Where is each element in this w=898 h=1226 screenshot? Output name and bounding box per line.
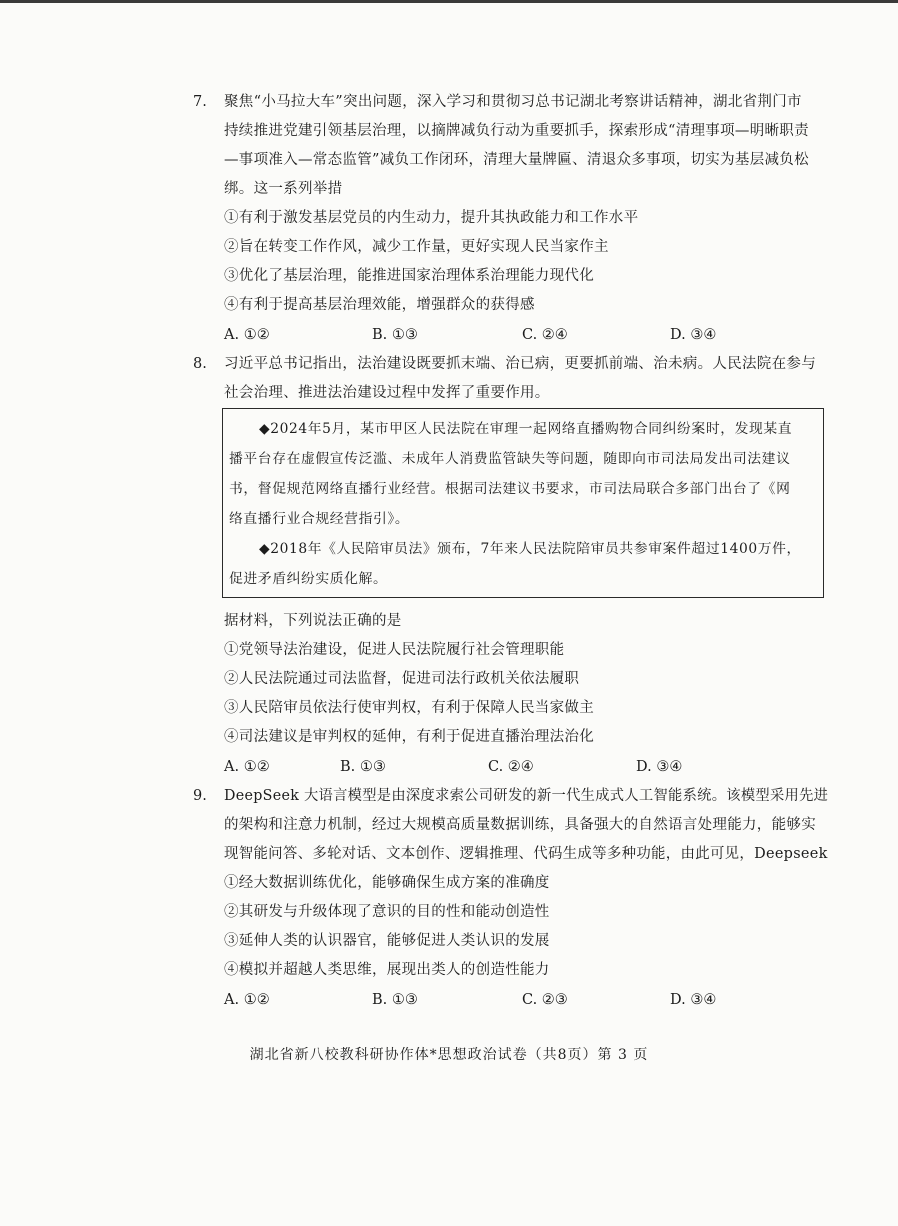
- question-prompt: 据材料，下列说法正确的是: [224, 613, 402, 629]
- option-b: B. ①③: [372, 327, 418, 343]
- material-line: 播平台存在虚假宣传泛滥、未成年人消费监管缺失等问题，随即向市司法局发出司法建议: [229, 451, 791, 467]
- option-b: B. ①③: [340, 759, 386, 775]
- stem-line: 聚焦“小马拉大车”突出问题，深入学习和贯彻习总书记湖北考察讲话精神，湖北省荆门市: [224, 94, 802, 110]
- stem-line: 现智能问答、多轮对话、文本创作、逻辑推理、代码生成等多种功能，由此可见，Deepseek: [224, 846, 828, 862]
- question-number: 9.: [193, 788, 207, 804]
- material-line: 络直播行业合规经营指引》。: [229, 511, 410, 527]
- statement-3: ③延伸人类的认识器官，能够促进人类认识的发展: [224, 933, 550, 949]
- statement-2: ②人民法院通过司法监督，促进司法行政机关依法履职: [224, 671, 580, 687]
- option-d: D. ③④: [670, 327, 717, 343]
- question-number: 8.: [193, 356, 207, 372]
- option-c: C. ②④: [488, 759, 534, 775]
- stem-line: 社会治理、推进法治建设过程中发挥了重要作用。: [224, 385, 550, 401]
- statement-4: ④模拟并超越人类思维，展现出类人的创造性能力: [224, 962, 550, 978]
- material-line: 促进矛盾纠纷实质化解。: [229, 571, 388, 587]
- option-b: B. ①③: [372, 992, 418, 1008]
- option-d: D. ③④: [670, 992, 717, 1008]
- option-a: A. ①②: [224, 759, 270, 775]
- option-a: A. ①②: [224, 992, 270, 1008]
- option-c: C. ②③: [522, 992, 568, 1008]
- page-footer: 湖北省新八校教科研协作体*思想政治试卷（共8页）第 3 页: [249, 1047, 649, 1063]
- option-d: D. ③④: [636, 759, 683, 775]
- stem-line: 习近平总书记指出，法治建设既要抓末端、治已病，更要抓前端、治未病。人民法院在参与: [224, 356, 816, 372]
- statement-1: ①有利于激发基层党员的内生动力，提升其执政能力和工作水平: [224, 210, 639, 226]
- material-line: ◆2018年《人民陪审员法》颁布，7年来人民法院陪审员共参审案件超过1400万件，: [259, 541, 801, 557]
- stem-line: DeepSeek 大语言模型是由深度求索公司研发的新一代生成式人工智能系统。该模型采用先进: [224, 788, 829, 804]
- statement-1: ①经大数据训练优化，能够确保生成方案的准确度: [224, 875, 550, 891]
- option-c: C. ②④: [522, 327, 568, 343]
- statement-2: ②其研发与升级体现了意识的目的性和能动创造性: [224, 904, 550, 920]
- option-a: A. ①②: [224, 327, 270, 343]
- statement-1: ①党领导法治建设，促进人民法院履行社会管理职能: [224, 642, 565, 658]
- question-number: 7.: [193, 94, 207, 110]
- stem-line: 持续推进党建引领基层治理，以摘牌减负行动为重要抓手，探索形成“清理事项—明晰职责: [224, 123, 809, 139]
- statement-2: ②旨在转变工作作风，减少工作量，更好实现人民当家作主: [224, 239, 609, 255]
- statement-4: ④有利于提高基层治理效能，增强群众的获得感: [224, 297, 535, 313]
- material-line: 书，督促规范网络直播行业经营。根据司法建议书要求，市司法局联合多部门出台了《网: [229, 481, 791, 497]
- stem-line: —事项准入—常态监管”减负工作闭环，清理大量牌匾、清退众多事项，切实为基层减负松: [224, 152, 809, 168]
- stem-line: 绑。这一系列举措: [224, 181, 343, 197]
- scan-top-edge: [0, 0, 898, 3]
- material-box: [222, 408, 824, 598]
- material-line: ◆2024年5月，某市甲区人民法院在审理一起网络直播购物合同纠纷案时，发现某直: [259, 421, 793, 437]
- statement-3: ③优化了基层治理，能推进国家治理体系治理能力现代化: [224, 268, 594, 284]
- statement-4: ④司法建议是审判权的延伸，有利于促进直播治理法治化: [224, 729, 594, 745]
- statement-3: ③人民陪审员依法行使审判权，有利于保障人民当家做主: [224, 700, 594, 716]
- stem-line: 的架构和注意力机制，经过大规模高质量数据训练，具备强大的自然语言处理能力，能够实: [224, 817, 816, 833]
